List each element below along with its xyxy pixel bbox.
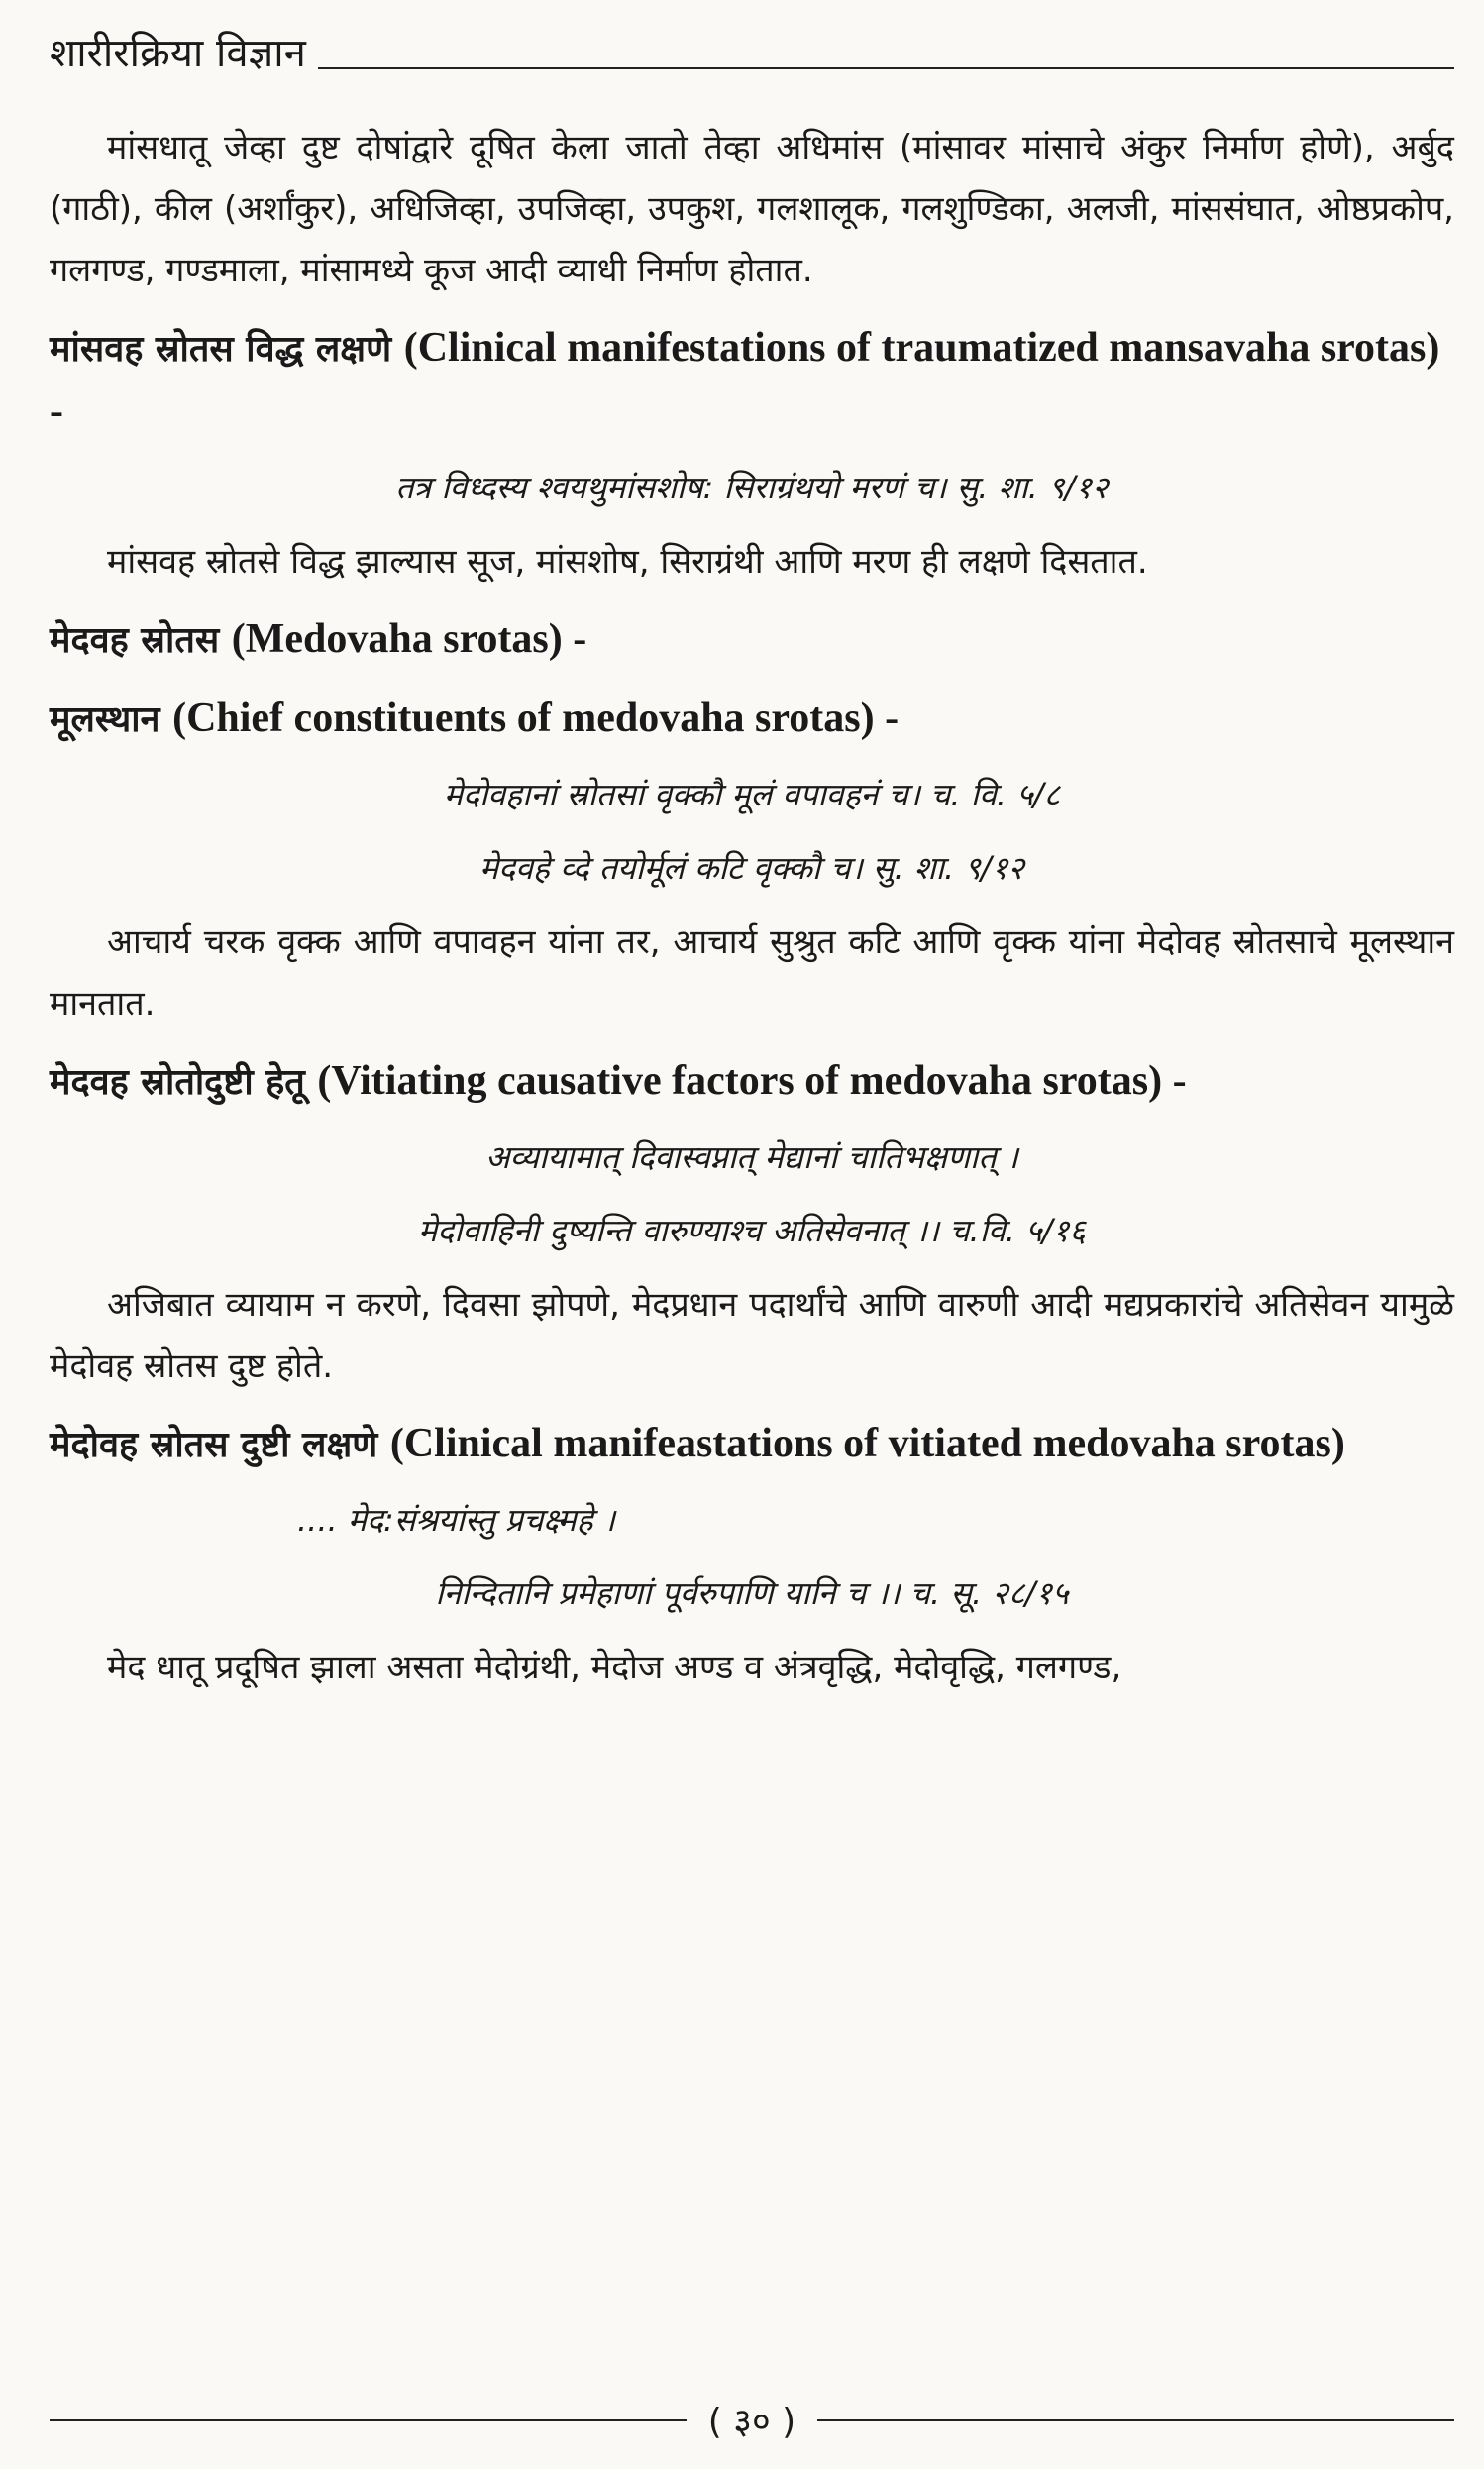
heading-moolasthana [50,688,1454,751]
header-rule [318,67,1454,69]
heading-marathi: मेदोवह स्रोतस दुष्टी लक्षणे [50,1425,378,1465]
heading-marathi: मांसवह स्रोतस विद्ध लक्षणे [50,329,392,370]
footer-rule-right [817,2419,1454,2421]
heading-english: (Vitiating causative factors of medovaha srotas) - [317,1058,1187,1104]
heading-medovaha-srotas [50,608,1454,672]
verse-charaka-5-8: मेदोवहानां स्रोतसां वृक्कौ मूलं वपावहनं च। च. वि. ५/८ [443,776,1061,813]
heading-marathi: मूलस्थान [50,699,160,740]
verse-sushruta-9-12: तत्र विध्दस्य श्वयथुमांसशोष: सिराग्रंथयो मरणं च। सु. शा. ९/१२ [395,469,1109,506]
footer-rule-left [50,2419,687,2421]
verse-sushruta-9-12-b: मेदवहे व्दे तयोर्मूलं कटि वृक्कौ च। सु. शा. ९/१२ [478,849,1024,887]
heading-mansavaha-viddha [50,317,1454,444]
paragraph-mansa-diseases: मांसधातू जेव्हा दुष्ट दोषांद्वारे दूषित केला जातो तेव्हा अधिमांस (मांसावर मांसाचे अंकुर निर्माण होणे), अर्बुद (गाठी), कील (अर्शांकुर), अधिजिव्हा, उपजिव्हा, उपकुश, गलशालूक, गलशुण्डिका, अलजी, मांससंघात, ओष्ठप्रकोप, गलगण्ड, गण्डमाला, मांसामध्ये कूज आदी व्याधी निर्माण होतात. [50,128,1454,290]
page-number: ( ३० ) [707,2402,796,2442]
paragraph-dushti-lakshane: मेद धातू प्रदूषित झाला असता मेदोग्रंथी, मेदोज अण्ड व अंत्रवृद्धि, मेदोवृद्धि, गलगण्ड, [107,1648,1122,1687]
heading-english: (Clinical manifeastations of vitiated medovaha srotas) [389,1421,1345,1466]
paragraph-viddha-lakshane: मांसवह स्रोतसे विद्ध झाल्यास सूज, मांसशोष, सिराग्रंथी आणि मरण ही लक्षणे दिसतात. [107,542,1148,582]
page-content [50,117,1454,1698]
page-footer [50,2396,1454,2444]
heading-english: (Medovaha srotas) - [231,616,587,662]
verse-avyayamat: अव्यायामात् दिवास्वप्नात् मेद्यानां चातिभक्षणात् । [485,1138,1018,1176]
heading-dushti-hetu [50,1050,1454,1114]
header-title: शारीरक्रिया विज्ञान [50,31,306,76]
verse-charaka-28-15: निन्दितानि प्रमेहाणां पूर्वरुपाणि यानि च ।। च. सू. २८/१५ [435,1574,1069,1612]
verse-medasamshraya: .... मेद:संश्रयांस्तु प्रचक्ष्महे । [297,1501,615,1539]
paragraph-moolasthana: आचार्य चरक वृक्क आणि वपावहन यांना तर, आचार्य सुश्रुत कटि आणि वृक्क यांना मेदोवह स्रोतसाचे मूलस्थान मानतात. [50,922,1454,1023]
heading-english: (Chief constituents of medovaha srotas) - [172,696,900,741]
heading-marathi: मेदवह स्रोतोदुष्टी हेतू [50,1062,305,1103]
running-header [50,28,1454,79]
heading-english: (Clinical manifestations of traumatized mansavaha srotas) - [50,325,1440,434]
verse-charaka-5-16: मेदोवाहिनी दुष्यन्ति वारुण्याश्च अतिसेवनात् ।। च.वि. ५/१६ [418,1212,1086,1249]
heading-dushti-lakshane [50,1413,1454,1476]
paragraph-dushti-hetu: अजिबात व्यायाम न करणे, दिवसा झोपणे, मेदप्रधान पदार्थांचे आणि वारुणी आदी मद्यप्रकारांचे अतिसेवन यामुळे मेदोवह स्रोतस दुष्ट होते. [50,1285,1454,1386]
heading-marathi: मेदवह स्रोतस [50,620,220,661]
